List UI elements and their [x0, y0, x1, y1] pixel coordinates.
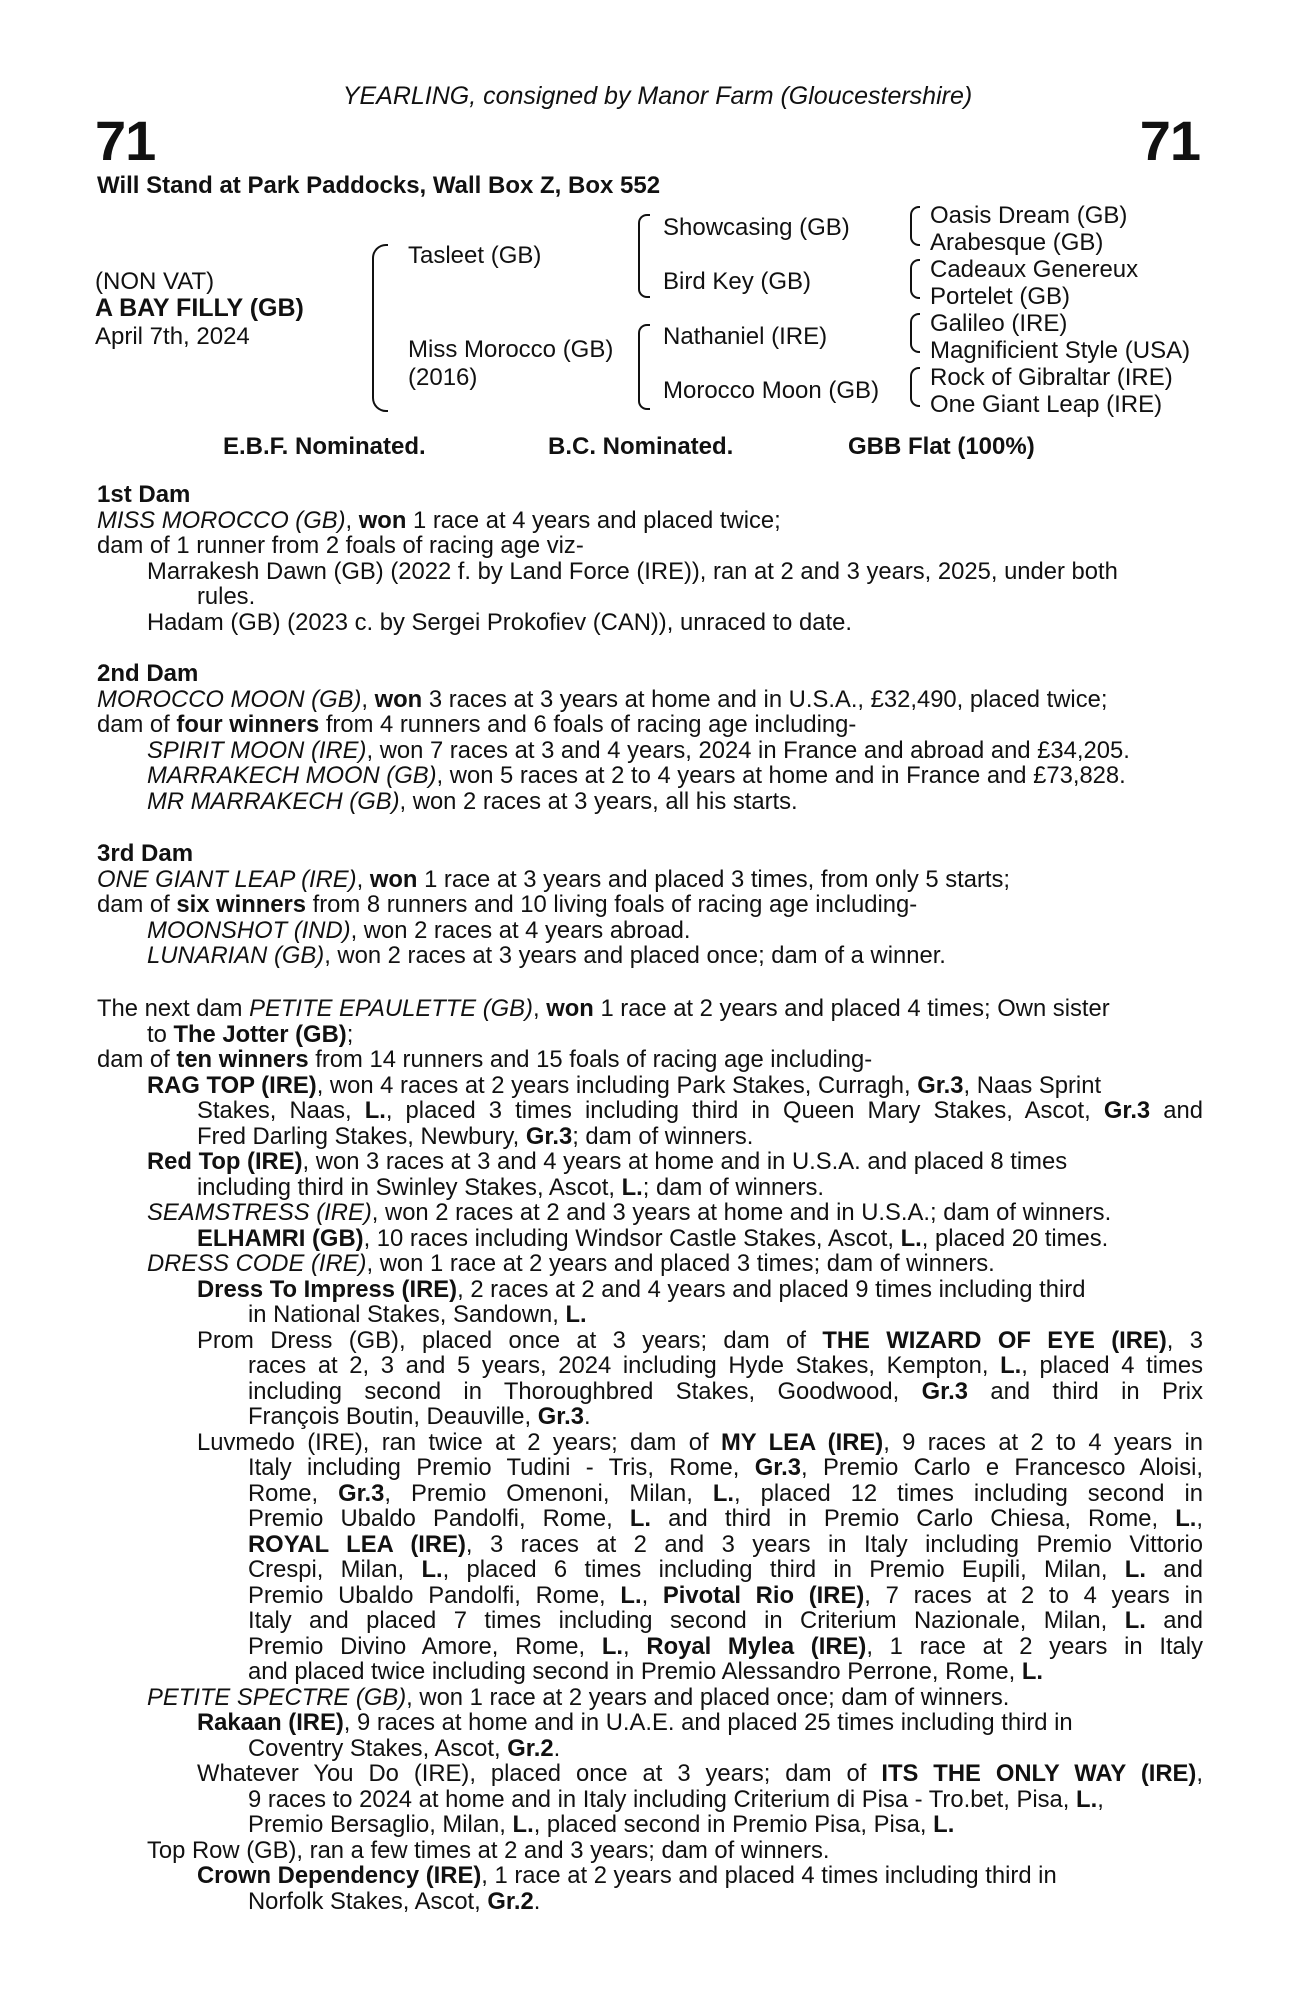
- ebf-nomination: E.B.F. Nominated.: [223, 433, 426, 460]
- produce-item-cont: ROYAL LEA (IRE), 3 races at 2 and 3 years in Italy including Premio Vittorio: [248, 1531, 1203, 1558]
- produce-item-cont: Rome, Gr.3, Premio Omenoni, Milan, L., placed 12 times including second in: [248, 1480, 1203, 1507]
- produce-item-cont: Crespi, Milan, L., placed 6 times including third in Premio Eupili, Milan, L. and: [248, 1556, 1203, 1583]
- second-dam-section: [97, 661, 1203, 821]
- bc-nomination: B.C. Nominated.: [548, 433, 734, 460]
- dd-dam: One Giant Leap (IRE): [930, 391, 1163, 418]
- produce-item-cont: Premio Ubaldo Pandolfi, Rome, L. and third in Premio Carlo Chiesa, Rome, L.,: [248, 1505, 1203, 1532]
- gbb-flat: GBB Flat (100%): [848, 433, 1035, 460]
- sd-dam: Portelet (GB): [930, 283, 1071, 310]
- ss-dam: Arabesque (GB): [930, 229, 1104, 256]
- produce-summary: dam of 1 runner from 2 foals of racing age viz-: [97, 532, 584, 559]
- dam-dam: Morocco Moon (GB): [663, 377, 880, 404]
- produce-item-dress-to-impress: Dress To Impress (IRE), 2 races at 2 and 4 years and placed 9 times including third: [197, 1276, 1086, 1303]
- produce-item-prom-dress: Prom Dress (GB), placed once at 3 years; dam of THE WIZARD OF EYE (IRE), 3: [197, 1327, 1203, 1354]
- produce-item: MARRAKECH MOON (GB), won 5 races at 2 to 4 years at home and in France and £73,828.: [147, 762, 1126, 789]
- produce-item-seamstress: SEAMSTRESS (IRE), won 2 races at 2 and 3 years at home and in U.S.A.; dam of winners.: [147, 1199, 1112, 1226]
- ds-sire: Galileo (IRE): [930, 310, 1068, 337]
- produce-item-cont: Premio Ubaldo Pandolfi, Rome, L., Pivotal Rio (IRE), 7 races at 2 to 4 years in: [248, 1582, 1203, 1609]
- dam-summary: MISS MOROCCO (GB), won 1 race at 4 years and placed twice;: [97, 507, 781, 534]
- produce-summary: dam of six winners from 8 runners and 10 living foals of racing age including-: [97, 891, 918, 918]
- sire-sire: Showcasing (GB): [663, 214, 850, 241]
- produce-item-cont: Premio Bersaglio, Milan, L., placed second in Premio Pisa, Pisa, L.: [248, 1811, 955, 1838]
- produce-item-cont: Coventry Stakes, Ascot, Gr.2.: [248, 1735, 561, 1762]
- produce-summary: dam of four winners from 4 runners and 6 foals of racing age including-: [97, 711, 857, 738]
- produce-item-petite-spectre: PETITE SPECTRE (GB), won 1 race at 2 years and placed once; dam of winners.: [147, 1684, 1010, 1711]
- section-heading: 2nd Dam: [97, 660, 199, 687]
- lot-number-right: 71: [1139, 109, 1200, 172]
- vat-status: (NON VAT): [95, 268, 215, 295]
- produce-item-elhamri: ELHAMRI (GB), 10 races including Windsor Castle Stakes, Ascot, L., placed 20 times.: [197, 1225, 1109, 1252]
- produce-item-cont: including second in Thoroughbred Stakes, Goodwood, Gr.3 and third in Prix: [248, 1378, 1203, 1405]
- dam-summary: ONE GIANT LEAP (IRE), won 1 race at 3 years and placed 3 times, from only 5 starts;: [97, 866, 1011, 893]
- brace-sd: [910, 259, 920, 299]
- produce-item-cont: Italy and placed 7 times including second in Criterium Nazionale, Milan, L. and: [248, 1607, 1203, 1634]
- foaling-date: April 7th, 2024: [95, 323, 250, 350]
- brace-ss: [910, 206, 920, 246]
- next-dam-summary: The next dam PETITE EPAULETTE (GB), won 1 race at 2 years and placed 4 times; Own sister: [97, 995, 1110, 1022]
- dam-year: (2016): [408, 364, 478, 391]
- lot-number-left: 71: [95, 109, 156, 172]
- produce-item-cont: François Boutin, Deauville, Gr.3.: [248, 1403, 591, 1430]
- sire: Tasleet (GB): [408, 242, 542, 269]
- first-dam-section: [97, 482, 1203, 642]
- produce-item-rakaan: Rakaan (IRE), 9 races at home and in U.A.E. and placed 25 times including third in: [197, 1709, 1073, 1736]
- section-heading: 1st Dam: [97, 481, 191, 508]
- brace-dd: [910, 367, 920, 407]
- ss-sire: Oasis Dream (GB): [930, 202, 1128, 229]
- produce-item-cont: 9 races to 2024 at home and in Italy including Criterium di Pisa - Tro.bet, Pisa, L.,: [248, 1786, 1104, 1813]
- sd-sire: Cadeaux Genereux: [930, 256, 1139, 283]
- ds-dam: Magnificient Style (USA): [930, 337, 1191, 364]
- brace-ds: [910, 313, 920, 353]
- produce-summary: dam of ten winners from 14 runners and 15 foals of racing age including-: [97, 1046, 873, 1073]
- brace-main: [372, 244, 388, 412]
- horse-name: A BAY FILLY (GB): [95, 294, 304, 322]
- produce-item-cont: races at 2, 3 and 5 years, 2024 including Hyde Stakes, Kempton, L., placed 4 times: [248, 1352, 1203, 1379]
- produce-item-whatever-you-do: Whatever You Do (IRE), placed once at 3 years; dam of ITS THE ONLY WAY (IRE),: [197, 1760, 1203, 1787]
- produce-item-cont: Italy including Premio Tudini - Tris, Rome, Gr.3, Premio Carlo e Francesco Aloisi,: [248, 1454, 1203, 1481]
- brace-sire: [638, 214, 650, 298]
- next-dam-section: [97, 996, 1203, 1916]
- section-heading: 3rd Dam: [97, 840, 194, 867]
- stand-location: Will Stand at Park Paddocks, Wall Box Z, Box 552: [97, 172, 661, 199]
- produce-item: MOONSHOT (IND), won 2 races at 4 years abroad.: [147, 917, 691, 944]
- produce-item-cont: including third in Swinley Stakes, Ascot, L.; dam of winners.: [197, 1174, 824, 1201]
- dd-sire: Rock of Gibraltar (IRE): [930, 364, 1173, 391]
- produce-item-cont: in National Stakes, Sandown, L.: [248, 1301, 587, 1328]
- third-dam-section: [97, 841, 1203, 981]
- produce-item: SPIRIT MOON (IRE), won 7 races at 3 and 4 years, 2024 in France and abroad and £34,205.: [147, 737, 1130, 764]
- brace-dam: [638, 324, 650, 410]
- produce-item-rag-top: RAG TOP (IRE), won 4 races at 2 years including Park Stakes, Curragh, Gr.3, Naas Sprint: [147, 1072, 1102, 1099]
- produce-item: LUNARIAN (GB), won 2 races at 3 years and placed once; dam of a winner.: [147, 942, 946, 969]
- produce-item-top-row: Top Row (GB), ran a few times at 2 and 3 years; dam of winners.: [147, 1837, 830, 1864]
- produce-item-cont: and placed twice including second in Premio Alessandro Perrone, Rome, L.: [248, 1658, 1043, 1685]
- produce-item: Marrakesh Dawn (GB) (2022 f. by Land Force (IRE)), ran at 2 and 3 years, 2025, under both: [147, 558, 1118, 585]
- produce-item-cont: Stakes, Naas, L., placed 3 times including third in Queen Mary Stakes, Ascot, Gr.3 and: [197, 1097, 1203, 1124]
- sire-dam: Bird Key (GB): [663, 268, 812, 295]
- produce-item-cont: Norfolk Stakes, Ascot, Gr.2.: [248, 1888, 541, 1915]
- next-dam-sister: to The Jotter (GB);: [147, 1021, 354, 1048]
- produce-item-dress-code: DRESS CODE (IRE), won 1 race at 2 years and placed 3 times; dam of winners.: [147, 1250, 995, 1277]
- dam-sire: Nathaniel (IRE): [663, 323, 828, 350]
- dam-summary: MOROCCO MOON (GB), won 3 races at 3 years at home and in U.S.A., £32,490, placed twice;: [97, 686, 1108, 713]
- produce-item: Hadam (GB) (2023 c. by Sergei Prokofiev (CAN)), unraced to date.: [147, 609, 852, 636]
- produce-item-cont: Premio Divino Amore, Rome, L., Royal Mylea (IRE), 1 race at 2 years in Italy: [248, 1633, 1203, 1660]
- produce-item-crown-dependency: Crown Dependency (IRE), 1 race at 2 years and placed 4 times including third in: [197, 1862, 1057, 1889]
- produce-item-cont: Fred Darling Stakes, Newbury, Gr.3; dam of winners.: [197, 1123, 754, 1150]
- produce-item-cont: rules.: [197, 583, 256, 610]
- produce-item: MR MARRAKECH (GB), won 2 races at 3 years, all his starts.: [147, 788, 798, 815]
- produce-item-luvmedo: Luvmedo (IRE), ran twice at 2 years; dam of MY LEA (IRE), 9 races at 2 to 4 years in: [197, 1429, 1204, 1456]
- consignment-line: YEARLING, consigned by Manor Farm (Gloucestershire): [342, 82, 973, 110]
- produce-item-red-top: Red Top (IRE), won 3 races at 3 and 4 years at home and in U.S.A. and placed 8 times: [147, 1148, 1068, 1175]
- dam: Miss Morocco (GB): [408, 336, 614, 363]
